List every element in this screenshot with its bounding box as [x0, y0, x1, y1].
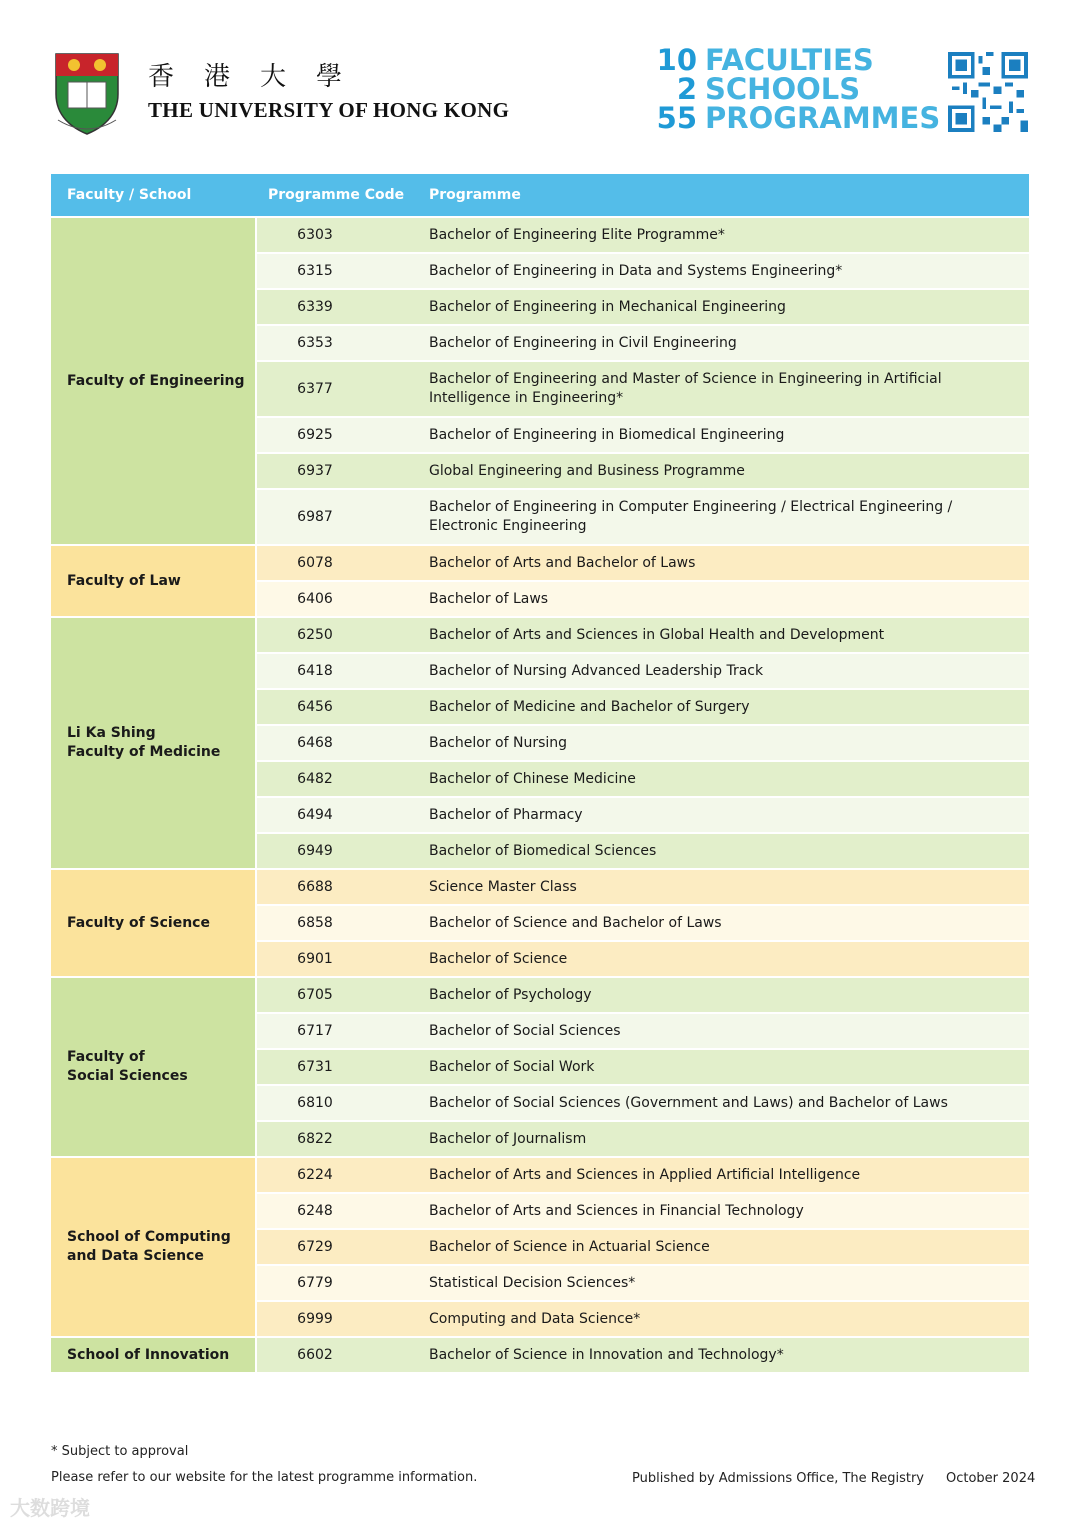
- programme-name: Bachelor of Science and Bachelor of Laws: [419, 905, 1029, 941]
- programme-table: [51, 174, 1029, 1374]
- programme-code: 6705: [256, 977, 419, 1013]
- faculty-cell: Faculty of Engineering: [51, 217, 256, 545]
- programme-name: Bachelor of Engineering Elite Programme*: [419, 217, 1029, 253]
- programme-name: Bachelor of Nursing: [419, 725, 1029, 761]
- programme-name: Bachelor of Biomedical Sciences: [419, 833, 1029, 869]
- programme-name: Computing and Data Science*: [419, 1301, 1029, 1337]
- table-row: [51, 1337, 1029, 1373]
- programme-code: 6901: [256, 941, 419, 977]
- programme-name: Bachelor of Psychology: [419, 977, 1029, 1013]
- programme-code: 6456: [256, 689, 419, 725]
- university-name-english: THE UNIVERSITY OF HONG KONG: [148, 98, 510, 122]
- table-row: [51, 977, 1029, 1013]
- programme-code: 6468: [256, 725, 419, 761]
- stat-programmes: 55 PROGRAMMES: [656, 101, 941, 135]
- table-row: [51, 869, 1029, 905]
- programme-code: 6315: [256, 253, 419, 289]
- faculty-cell: Faculty of Law: [51, 545, 256, 617]
- page-header: [0, 0, 1080, 170]
- programme-code: 6688: [256, 869, 419, 905]
- header-faculty: Faculty / School: [51, 174, 256, 217]
- faculty-cell: School of Innovation: [51, 1337, 256, 1373]
- faculty-cell: Li Ka Shing Faculty of Medicine: [51, 617, 256, 869]
- qr-code-icon[interactable]: [948, 52, 1028, 132]
- faculty-cell: Faculty of Science: [51, 869, 256, 977]
- publisher: Published by Admissions Office, The Registry: [632, 1471, 924, 1486]
- university-name-chinese: 香港大學: [148, 62, 373, 92]
- stat-faculties: 10 FACULTIES: [656, 43, 874, 77]
- table-row: [51, 617, 1029, 653]
- programme-code: 6779: [256, 1265, 419, 1301]
- programme-code: 6999: [256, 1301, 419, 1337]
- programme-code: 6925: [256, 417, 419, 453]
- programme-name: Bachelor of Pharmacy: [419, 797, 1029, 833]
- website-note: Please refer to our website for the latest programme information.: [51, 1470, 478, 1485]
- programme-name: Bachelor of Engineering in Biomedical Engineering: [419, 417, 1029, 453]
- programme-name: Science Master Class: [419, 869, 1029, 905]
- programme-name: Bachelor of Social Sciences: [419, 1013, 1029, 1049]
- programme-code: 6937: [256, 453, 419, 489]
- programme-code: 6406: [256, 581, 419, 617]
- programme-name: Bachelor of Social Sciences (Government and Laws) and Bachelor of Laws: [419, 1085, 1029, 1121]
- programme-code: 6822: [256, 1121, 419, 1157]
- programme-name: Bachelor of Medicine and Bachelor of Surgery: [419, 689, 1029, 725]
- faculty-cell: Faculty of Social Sciences: [51, 977, 256, 1157]
- programme-name: Bachelor of Engineering in Data and Systems Engineering*: [419, 253, 1029, 289]
- programme-name: Bachelor of Engineering and Master of Science in Engineering in Artificial Intelligence in Engineering*: [419, 361, 1029, 417]
- programme-name: Bachelor of Journalism: [419, 1121, 1029, 1157]
- programme-code: 6949: [256, 833, 419, 869]
- programme-name: Bachelor of Science in Innovation and Technology*: [419, 1337, 1029, 1373]
- programme-code: 6494: [256, 797, 419, 833]
- programme-name: Bachelor of Laws: [419, 581, 1029, 617]
- programme-name: Bachelor of Arts and Bachelor of Laws: [419, 545, 1029, 581]
- programme-name: Global Engineering and Business Programme: [419, 453, 1029, 489]
- programme-name: Bachelor of Science in Actuarial Science: [419, 1229, 1029, 1265]
- programme-name: Bachelor of Arts and Sciences in Global Health and Development: [419, 617, 1029, 653]
- programme-name: Bachelor of Engineering in Computer Engineering / Electrical Engineering / Electronic Engineering: [419, 489, 1029, 545]
- programme-code: 6303: [256, 217, 419, 253]
- programme-code: 6224: [256, 1157, 419, 1193]
- watermark: 大数跨境: [10, 1496, 90, 1520]
- programme-name: Bachelor of Nursing Advanced Leadership Track: [419, 653, 1029, 689]
- programme-code: 6339: [256, 289, 419, 325]
- header-code: Programme Code: [256, 174, 419, 217]
- programme-name: Bachelor of Social Work: [419, 1049, 1029, 1085]
- table-row: [51, 1157, 1029, 1193]
- programme-code: 6418: [256, 653, 419, 689]
- stats-block: [655, 43, 941, 135]
- programme-code: 6248: [256, 1193, 419, 1229]
- programme-code: 6377: [256, 361, 419, 417]
- table-body: [51, 217, 1029, 1373]
- programme-name: Bachelor of Science: [419, 941, 1029, 977]
- programme-code: 6729: [256, 1229, 419, 1265]
- header-programme: Programme: [419, 174, 1029, 217]
- university-crest-icon: [52, 50, 122, 136]
- programme-name: Bachelor of Arts and Sciences in Applied Artificial Intelligence: [419, 1157, 1029, 1193]
- programme-code: 6602: [256, 1337, 419, 1373]
- programme-name: Bachelor of Chinese Medicine: [419, 761, 1029, 797]
- programme-name: Bachelor of Engineering in Civil Engineering: [419, 325, 1029, 361]
- programme-code: 6858: [256, 905, 419, 941]
- table-row: [51, 217, 1029, 253]
- programme-code: 6987: [256, 489, 419, 545]
- programme-code: 6717: [256, 1013, 419, 1049]
- programme-code: 6078: [256, 545, 419, 581]
- programme-code: 6482: [256, 761, 419, 797]
- publish-date: October 2024: [946, 1471, 1036, 1486]
- programme-name: Bachelor of Engineering in Mechanical Engineering: [419, 289, 1029, 325]
- programme-name: Bachelor of Arts and Sciences in Financial Technology: [419, 1193, 1029, 1229]
- table-row: [51, 545, 1029, 581]
- approval-note: * Subject to approval: [51, 1444, 189, 1459]
- faculty-cell: School of Computing and Data Science: [51, 1157, 256, 1337]
- programme-code: 6810: [256, 1085, 419, 1121]
- stat-schools: 2 SCHOOLS: [676, 72, 861, 106]
- programme-code: 6250: [256, 617, 419, 653]
- programme-code: 6353: [256, 325, 419, 361]
- table-header-row: [51, 174, 1029, 217]
- programme-code: 6731: [256, 1049, 419, 1085]
- programme-name: Statistical Decision Sciences*: [419, 1265, 1029, 1301]
